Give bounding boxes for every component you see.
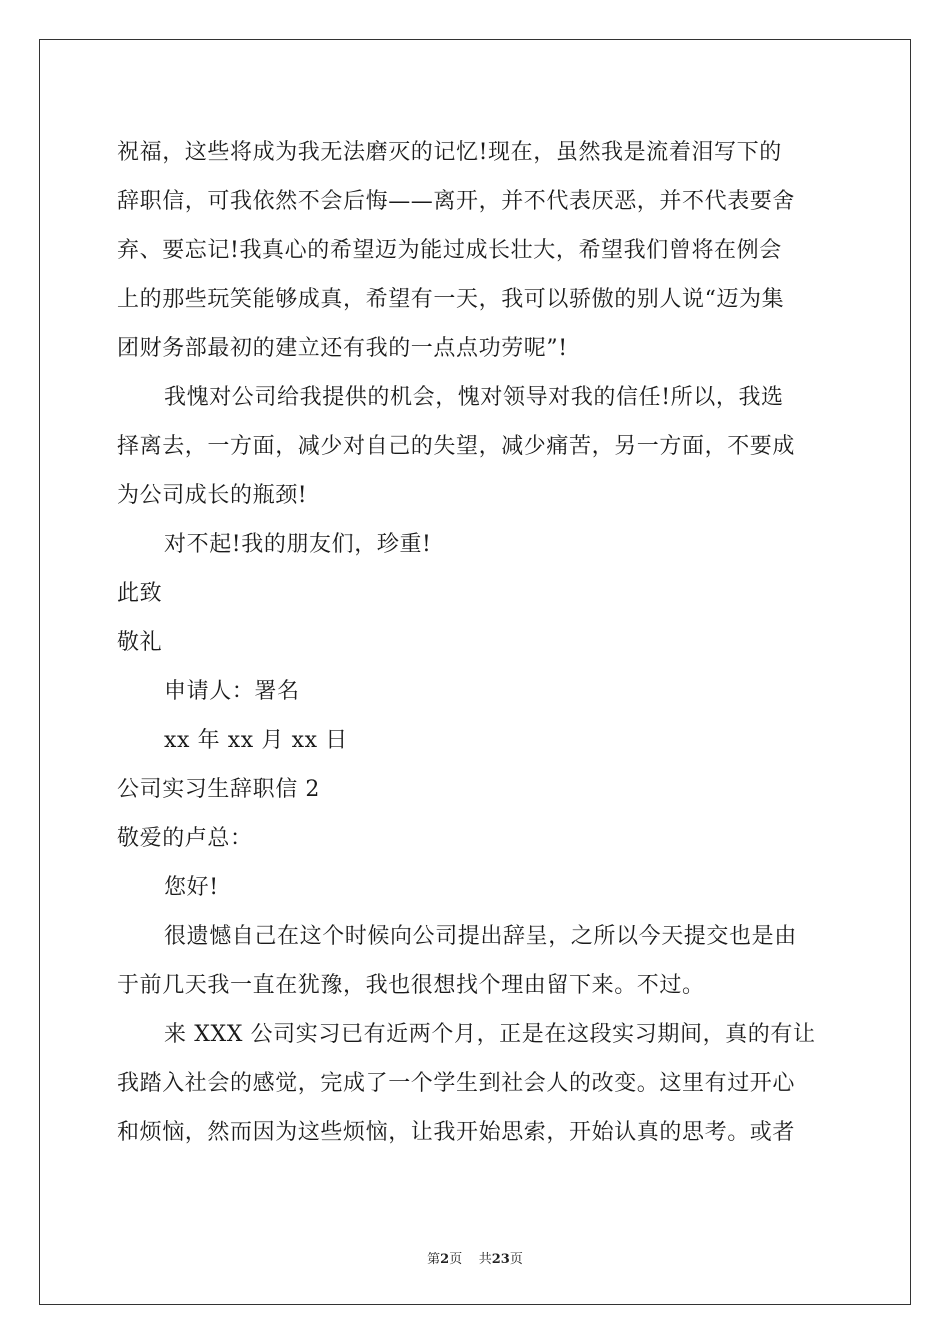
document-body — [117, 128, 837, 1157]
text-line: 弃、要忘记!我真心的希望迈为能过成长壮大，希望我们曾将在例会 — [117, 238, 782, 263]
text-line: 于前几天我一直在犹豫，我也很想找个理由留下来。不过。 — [117, 973, 705, 998]
text-line: 上的那些玩笑能够成真，希望有一天，我可以骄傲的别人说“迈为集 — [117, 287, 785, 312]
text-line: 祝福，这些将成为我无法磨灭的记忆!现在，虽然我是流着泪写下的 — [117, 140, 782, 165]
text-line: 择离去，一方面，减少对自己的失望，减少痛苦，另一方面，不要成 — [117, 434, 796, 459]
text-line: 很遗憾自己在这个时候向公司提出辞呈，之所以今天提交也是由 — [164, 924, 797, 949]
text-line: 此致 — [117, 581, 163, 606]
total-prefix: 共 — [478, 1252, 492, 1267]
page-prefix: 第 — [427, 1252, 441, 1267]
text-line: 为公司成长的瓶颈! — [117, 483, 308, 508]
text-line: 公司实习生辞职信 2 — [117, 777, 320, 802]
text-line: 敬礼 — [117, 630, 163, 655]
total-suffix: 页 — [509, 1252, 523, 1267]
text-line: 辞职信，可我依然不会后悔——离开，并不代表厌恶，并不代表要舍 — [117, 189, 796, 214]
text-line: 您好! — [164, 875, 219, 900]
page-footer — [0, 1248, 950, 1267]
text-line: 来 XXX 公司实习已有近两个月，正是在这段实习期间，真的有让 — [164, 1022, 816, 1047]
text-line: 对不起!我的朋友们，珍重! — [164, 532, 432, 557]
text-line: xx 年 xx 月 xx 日 — [164, 728, 348, 753]
page-suffix: 页 — [449, 1252, 463, 1267]
text-line: 我踏入社会的感觉，完成了一个学生到社会人的改变。这里有过开心 — [117, 1071, 796, 1096]
text-line: 申请人：署名 — [164, 679, 300, 704]
text-line: 团财务部最初的建立还有我的一点点功劳呢”! — [117, 336, 568, 361]
total-pages: 23 — [491, 1252, 510, 1267]
page-number: 2 — [440, 1252, 450, 1267]
text-line: 敬爱的卢总： — [117, 826, 253, 851]
text-line: 我愧对公司给我提供的机会，愧对领导对我的信任!所以，我选 — [164, 385, 784, 410]
text-line: 和烦恼，然而因为这些烦恼，让我开始思索，开始认真的思考。或者 — [117, 1120, 796, 1145]
